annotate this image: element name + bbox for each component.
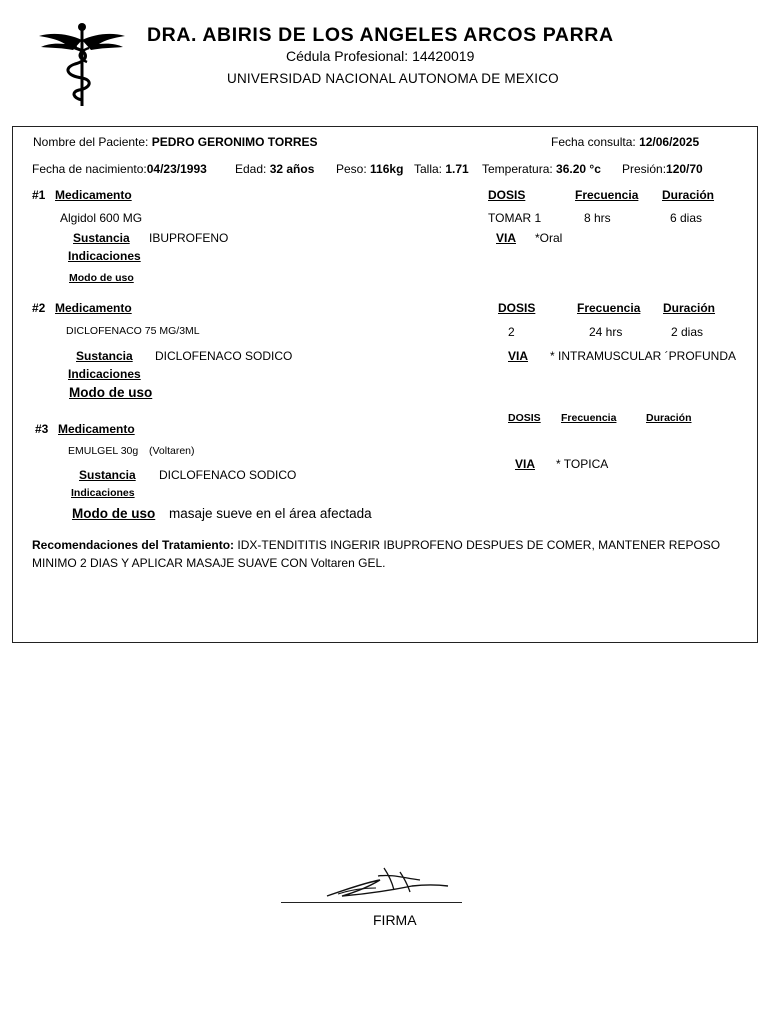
med-1-duration-heading: Duración xyxy=(662,188,715,202)
temperature-row xyxy=(482,162,601,176)
med-3-via: * TOPICA xyxy=(556,457,609,471)
med-2-duration: 2 dias xyxy=(671,325,704,339)
med-1-frequency: 8 hrs xyxy=(584,211,611,225)
pressure-label: Presión: xyxy=(622,162,667,176)
consultation-date-label: Fecha consulta: xyxy=(551,135,636,149)
patient-name-row xyxy=(33,135,318,149)
birth-date-label: Fecha de nacimiento: xyxy=(32,162,147,176)
med-3-usage: masaje sueve en el área afectada xyxy=(169,506,372,521)
med-2-number: #2 xyxy=(32,301,46,315)
med-3-number: #3 xyxy=(35,422,49,436)
weight: 116kg xyxy=(370,162,404,176)
med-2-dose: 2 xyxy=(508,325,515,339)
age-row xyxy=(235,162,314,176)
consultation-date-row xyxy=(551,135,699,149)
recommendations-label: Recomendaciones del Tratamiento: xyxy=(32,538,235,552)
doctor-name: DRA. ABIRIS DE LOS ANGELES ARCOS PARRA xyxy=(147,24,614,46)
weight-row xyxy=(336,162,403,176)
med-1-via-label: VIA xyxy=(496,231,517,245)
height: 1.71 xyxy=(445,162,469,176)
med-2-frequency-heading: Frecuencia xyxy=(577,301,641,315)
med-3-name-extra: (Voltaren) xyxy=(149,445,195,457)
med-1-dose-heading: DOSIS xyxy=(488,188,526,202)
med-2-via-label: VIA xyxy=(508,349,529,363)
university-name: UNIVERSIDAD NACIONAL AUTONOMA DE MEXICO xyxy=(227,71,559,86)
med-2-indications-label: Indicaciones xyxy=(68,367,141,381)
age: 32 años xyxy=(269,162,315,176)
recommendations-line-1 xyxy=(32,538,720,552)
patient-name-label: Nombre del Paciente: xyxy=(33,135,149,149)
pressure: 120/70 xyxy=(666,162,703,176)
med-2-duration-heading: Duración xyxy=(663,301,716,315)
signature-line xyxy=(281,902,462,903)
caduceus-logo-icon xyxy=(37,18,127,108)
med-1-name: Algidol 600 MG xyxy=(60,211,143,225)
med-1-dose: TOMAR 1 xyxy=(488,211,542,225)
med-1-number: #1 xyxy=(32,188,46,202)
birth-date: 04/23/1993 xyxy=(146,162,207,176)
med-1-via: *Oral xyxy=(535,231,563,245)
med-3-name: EMULGEL 30g xyxy=(68,445,139,457)
med-2-dose-heading: DOSIS xyxy=(498,301,536,315)
signature-label: FIRMA xyxy=(373,912,417,928)
birth-date-row xyxy=(32,162,207,176)
med-2-usage-label: Modo de uso xyxy=(69,385,153,400)
med-3-dose-heading: DOSIS xyxy=(508,412,541,424)
med-2-frequency: 24 hrs xyxy=(589,325,623,339)
weight-label: Peso: xyxy=(336,162,367,176)
med-3-usage-label: Modo de uso xyxy=(72,506,156,521)
med-3-heading: Medicamento xyxy=(58,422,135,436)
height-label: Talla: xyxy=(414,162,443,176)
med-3-substance: DICLOFENACO SODICO xyxy=(159,468,297,482)
med-2-name: DICLOFENACO 75 MG/3ML xyxy=(66,325,200,337)
med-3-frequency-heading: Frecuencia xyxy=(561,412,617,424)
med-1-heading: Medicamento xyxy=(55,188,132,202)
recommendations-text-1: IDX-TENDITITIS INGERIR IBUPROFENO DESPUES DE COMER, MANTENER REPOSO xyxy=(237,538,721,552)
signature-scribble xyxy=(280,860,465,905)
med-3-substance-label: Sustancia xyxy=(79,468,136,482)
med-3-indications-label: Indicaciones xyxy=(71,487,135,499)
med-2-substance: DICLOFENACO SODICO xyxy=(155,349,293,363)
pressure-row xyxy=(622,162,703,176)
temperature-label: Temperatura: xyxy=(482,162,553,176)
temperature: 36.20 °c xyxy=(556,162,601,176)
height-row xyxy=(414,162,469,176)
med-1-substance: IBUPROFENO xyxy=(149,231,229,245)
med-3-via-label: VIA xyxy=(515,457,536,471)
med-1-substance-label: Sustancia xyxy=(73,231,130,245)
med-3-duration-heading: Duración xyxy=(646,412,692,424)
med-1-frequency-heading: Frecuencia xyxy=(575,188,639,202)
professional-license: Cédula Profesional: 14420019 xyxy=(286,48,475,64)
patient-name: PEDRO GERONIMO TORRES xyxy=(151,135,318,149)
med-1-usage-label: Modo de uso xyxy=(69,272,134,284)
consultation-date: 12/06/2025 xyxy=(639,135,700,149)
age-label: Edad: xyxy=(235,162,267,176)
med-2-via: * INTRAMUSCULAR ´PROFUNDA xyxy=(550,349,737,363)
med-2-heading: Medicamento xyxy=(55,301,132,315)
recommendations-text-2: MINIMO 2 DIAS Y APLICAR MASAJE SUAVE CON Voltaren GEL. xyxy=(32,556,386,570)
med-1-duration: 6 dias xyxy=(670,211,703,225)
med-2-substance-label: Sustancia xyxy=(76,349,133,363)
med-1-indications-label: Indicaciones xyxy=(68,249,141,263)
